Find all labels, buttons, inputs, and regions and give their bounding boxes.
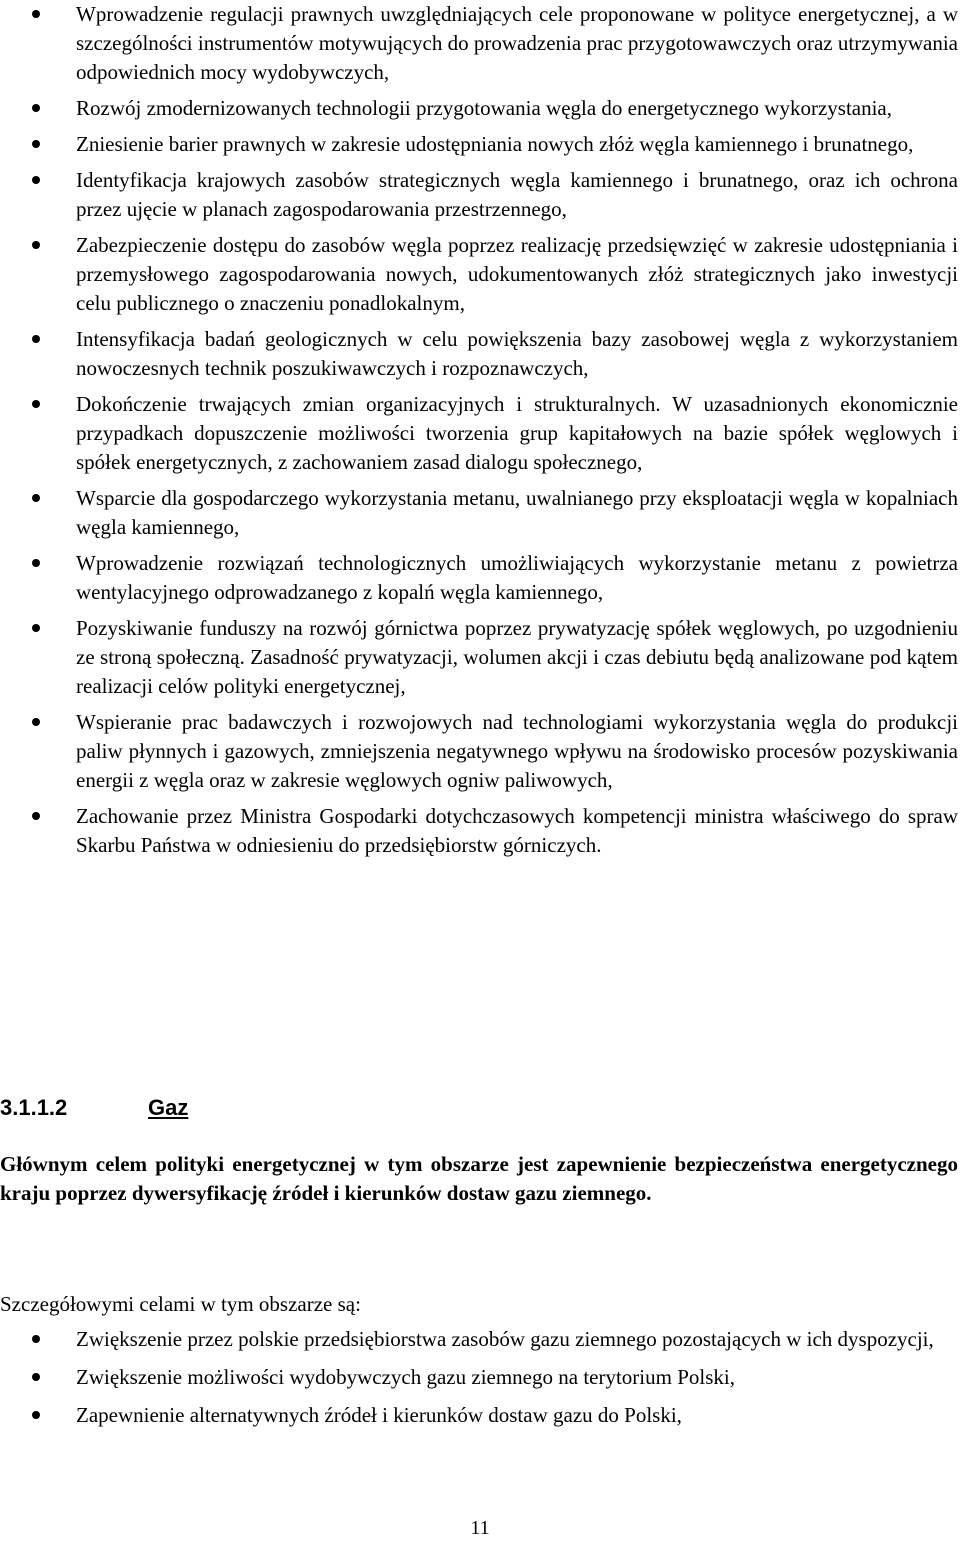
list-item-text: Wprowadzenie regulacji prawnych uwzględniających cele proponowane w polityce energetycznej, a w szczególności instrumentów motywujących do prowadzenia prac przygotowawczych oraz utrzymywania odpowiednich mocy wydobywczych, — [76, 2, 958, 84]
bullet-icon — [32, 241, 40, 249]
bullet-icon — [32, 494, 40, 502]
list-item — [0, 390, 958, 477]
list-item-text: Zapewnienie alternatywnych źródeł i kierunków dostaw gazu do Polski, — [76, 1403, 682, 1427]
list-item — [0, 94, 958, 123]
bullet-icon — [32, 1373, 40, 1381]
section-number: 3.1.1.2 — [0, 1095, 68, 1120]
list-item — [0, 614, 958, 701]
list-item-text: Wspieranie prac badawczych i rozwojowych nad technologiami wykorzystania węgla do produkcji paliw płynnych i gazowych, zmniejszenia negatywnego wpływu na środowisko procesów pozyskiwania energii z węgla oraz w zakresie węglowych ogniw paliwowych, — [76, 710, 958, 792]
list-item-text: Zachowanie przez Ministra Gospodarki dotychczasowych kompetencji ministra właściwego do spraw Skarbu Państwa w odniesieniu do przedsiębiorstw górniczych. — [76, 804, 958, 857]
bullet-icon — [32, 10, 40, 18]
bullet-icon — [32, 400, 40, 408]
bullet-icon — [32, 140, 40, 148]
list-item-text: Dokończenie trwających zmian organizacyjnych i strukturalnych. W uzasadnionych ekonomicznie przypadkach dopuszczenie możliwości tworzenia grup kapitałowych na bazie spółek węglowych i spółek energetycznych, z zachowaniem zasad dialogu społecznego, — [76, 392, 958, 474]
goals-intro-text: Szczegółowymi celami w tym obszarze są: — [0, 1292, 361, 1316]
list-item — [0, 484, 958, 542]
list-item — [0, 325, 958, 383]
bullet-icon — [32, 1411, 40, 1419]
list-item-text: Zwiększenie możliwości wydobywczych gazu ziemnego na terytorium Polski, — [76, 1365, 735, 1389]
bullet-icon — [32, 176, 40, 184]
section-title: Gaz — [148, 1095, 189, 1120]
list-item-text: Wprowadzenie rozwiązań technologicznych umożliwiających wykorzystanie metanu z powietrza wentylacyjnego odprowadzanego z kopalń węgla kamiennego, — [76, 551, 958, 604]
bullet-icon — [32, 559, 40, 567]
list-item — [0, 231, 958, 318]
bullet-icon — [32, 335, 40, 343]
main-goal-paragraph: Głównym celem polityki energetycznej w tym obszarze jest zapewnienie bezpieczeństwa energetycznego kraju poprzez dywersyfikację źródeł i kierunków dostaw gazu ziemnego. — [0, 1152, 958, 1205]
list-item-text: Zniesienie barier prawnych w zakresie udostępniania nowych złóż węgla kamiennego i brunatnego, — [76, 132, 914, 156]
bullet-icon — [32, 718, 40, 726]
list-item — [0, 549, 958, 607]
bullet-icon — [32, 624, 40, 632]
list-item-text: Zwiększenie przez polskie przedsiębiorstwa zasobów gazu ziemnego pozostających w ich dyspozycji, — [76, 1327, 934, 1351]
list-item — [0, 0, 958, 87]
list-item — [0, 1325, 958, 1354]
list-item — [0, 708, 958, 795]
list-item — [0, 130, 958, 159]
section-heading — [0, 1093, 188, 1123]
list-item-text: Rozwój zmodernizowanych technologii przygotowania węgla do energetycznego wykorzystania, — [76, 96, 893, 120]
list-item-text: Pozyskiwanie funduszy na rozwój górnictwa poprzez prywatyzację spółek węglowych, po uzgodnieniu ze stroną społeczną. Zasadność prywatyzacji, wolumen akcji i czas debiutu będą analizowane pod kątem realizacji celów polityki energetycznej, — [76, 616, 958, 698]
page-number: 11 — [470, 1517, 490, 1539]
bullet-icon — [32, 1335, 40, 1343]
detailed-goals-list — [0, 1325, 958, 1439]
list-item — [0, 166, 958, 224]
list-item-text: Intensyfikacja badań geologicznych w celu powiększenia bazy zasobowej węgla z wykorzystaniem nowoczesnych technik poszukiwawczych i rozpoznawczych, — [76, 327, 958, 380]
list-item-text: Wsparcie dla gospodarczego wykorzystania metanu, uwalnianego przy eksploatacji węgla w kopalniach węgla kamiennego, — [76, 486, 958, 539]
list-item — [0, 1401, 958, 1430]
bullet-icon — [32, 812, 40, 820]
list-item-text: Identyfikacja krajowych zasobów strategicznych węgla kamiennego i brunatnego, oraz ich ochrona przez ujęcie w planach zagospodarowania przestrzennego, — [76, 168, 958, 221]
list-item-text: Zabezpieczenie dostępu do zasobów węgla poprzez realizację przedsięwzięć w zakresie udostępniania i przemysłowego zagospodarowania nowych, udokumentowanych złóż strategicznych jako inwestycji celu publicznego o znaczeniu ponadlokalnym, — [76, 233, 958, 315]
list-item — [0, 1363, 958, 1392]
list-item — [0, 802, 958, 860]
bullet-icon — [32, 104, 40, 112]
